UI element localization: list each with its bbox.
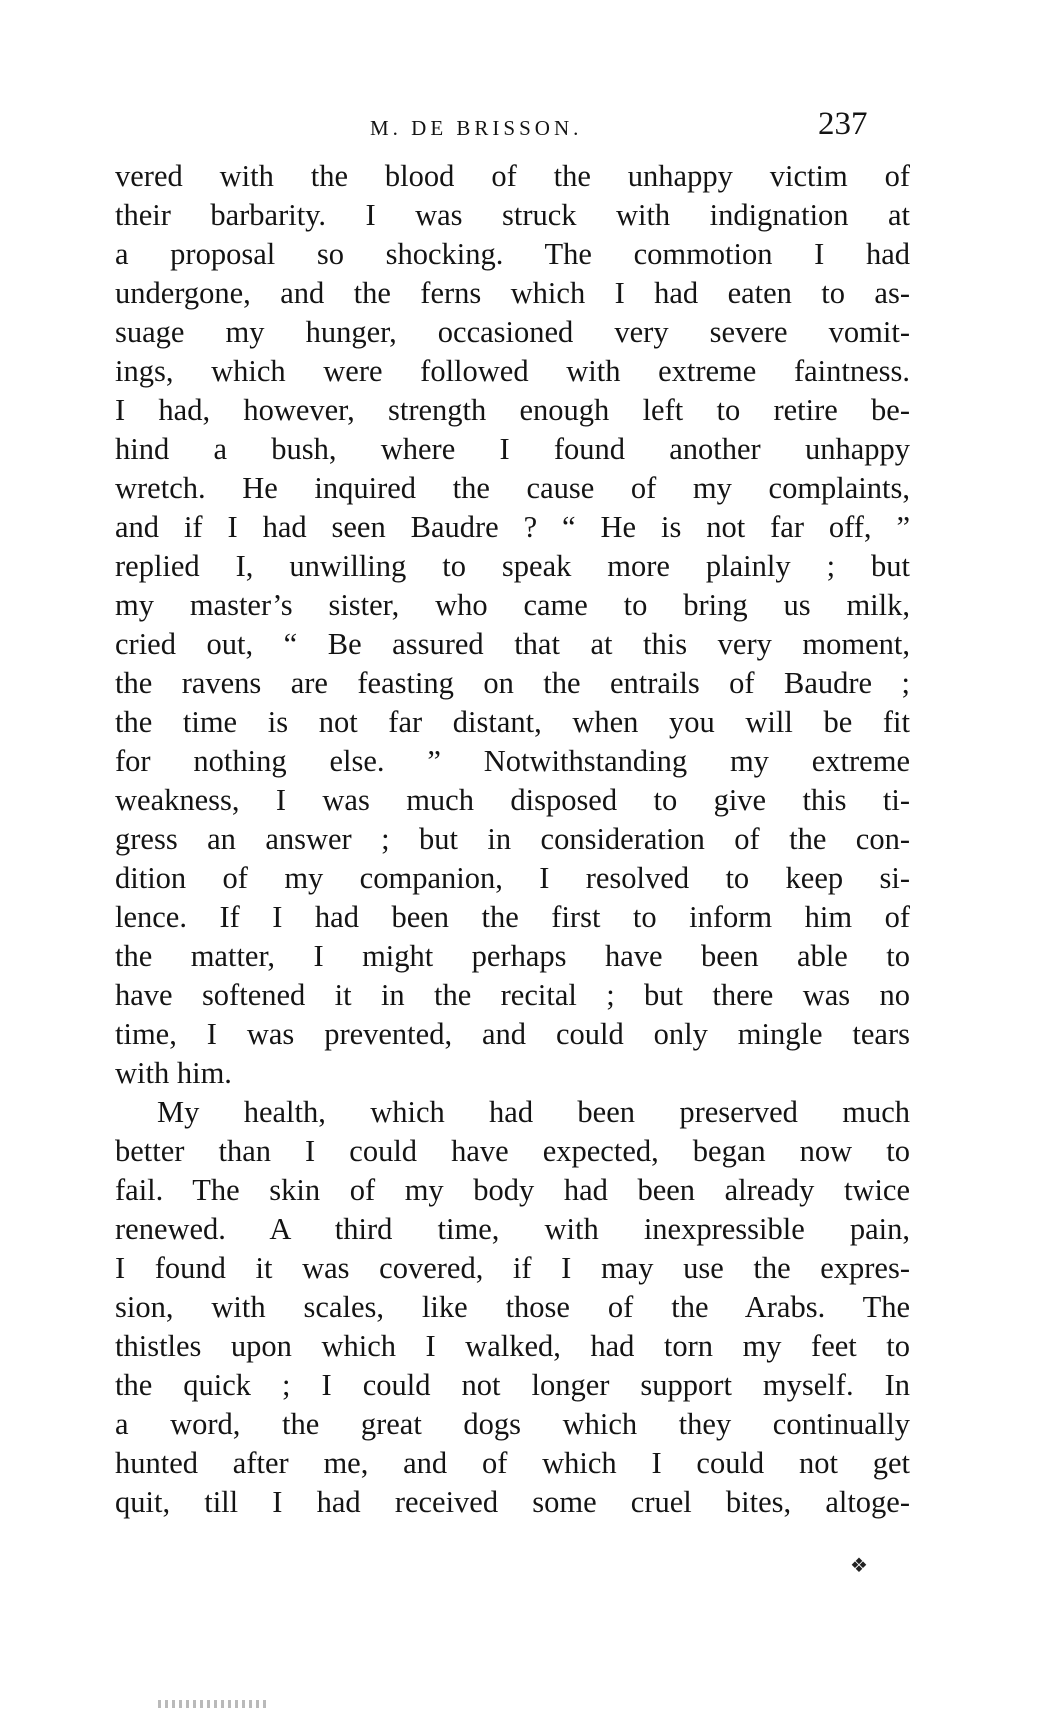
- text-line: cried out, “ Be assured that at this very moment,: [115, 627, 910, 661]
- text-line: sion, with scales, like those of the Arabs. The: [115, 1290, 910, 1324]
- text-line: ings, which were followed with extreme faintness.: [115, 354, 910, 388]
- text-line: weakness, I was much disposed to give this ti-: [115, 783, 910, 817]
- text-line: have softened it in the recital ; but there was no: [115, 978, 910, 1012]
- text-line: with him.: [115, 1056, 232, 1090]
- text-line: I found it was covered, if I may use the expres-: [115, 1251, 910, 1285]
- text-line: the ravens are feasting on the entrails of Baudre ;: [115, 666, 910, 700]
- text-line: my master’s sister, who came to bring us milk,: [115, 588, 910, 622]
- scan-specks: [158, 1700, 268, 1708]
- text-line: undergone, and the ferns which I had eaten to as-: [115, 276, 910, 310]
- printer-mark-icon: ❖: [850, 1553, 868, 1577]
- text-line: dition of my companion, I resolved to keep si-: [115, 861, 910, 895]
- text-line: quit, till I had received some cruel bites, altoge-: [115, 1485, 910, 1519]
- text-line: for nothing else. ” Notwithstanding my extreme: [115, 744, 910, 778]
- text-line: My health, which had been preserved much: [157, 1095, 910, 1129]
- text-line: a word, the great dogs which they continually: [115, 1407, 910, 1441]
- text-line: a proposal so shocking. The commotion I had: [115, 237, 910, 271]
- text-line: lence. If I had been the first to inform him of: [115, 900, 910, 934]
- text-line: and if I had seen Baudre ? “ He is not far off, ”: [115, 510, 910, 544]
- page-number: 237: [818, 106, 868, 142]
- text-line: the time is not far distant, when you will be fit: [115, 705, 910, 739]
- text-line: hunted after me, and of which I could not get: [115, 1446, 910, 1480]
- body-text: [115, 157, 910, 1522]
- text-line: replied I, unwilling to speak more plainly ; but: [115, 549, 910, 583]
- text-line: better than I could have expected, began now to: [115, 1134, 910, 1168]
- page-header: [0, 106, 1038, 146]
- text-line: vered with the blood of the unhappy victim of: [115, 159, 910, 193]
- text-line: fail. The skin of my body had been already twice: [115, 1173, 910, 1207]
- running-head: M. DE BRISSON.: [370, 116, 583, 140]
- text-line: time, I was prevented, and could only mingle tears: [115, 1017, 910, 1051]
- text-line: the quick ; I could not longer support myself. In: [115, 1368, 910, 1402]
- text-line: gress an answer ; but in consideration of the con-: [115, 822, 910, 856]
- text-line: suage my hunger, occasioned very severe vomit-: [115, 315, 910, 349]
- text-line: renewed. A third time, with inexpressible pain,: [115, 1212, 910, 1246]
- text-line: their barbarity. I was struck with indignation at: [115, 198, 910, 232]
- text-line: I had, however, strength enough left to retire be-: [115, 393, 910, 427]
- text-line: hind a bush, where I found another unhappy: [115, 432, 910, 466]
- text-line: thistles upon which I walked, had torn my feet to: [115, 1329, 910, 1363]
- text-line: wretch. He inquired the cause of my complaints,: [115, 471, 910, 505]
- text-line: the matter, I might perhaps have been able to: [115, 939, 910, 973]
